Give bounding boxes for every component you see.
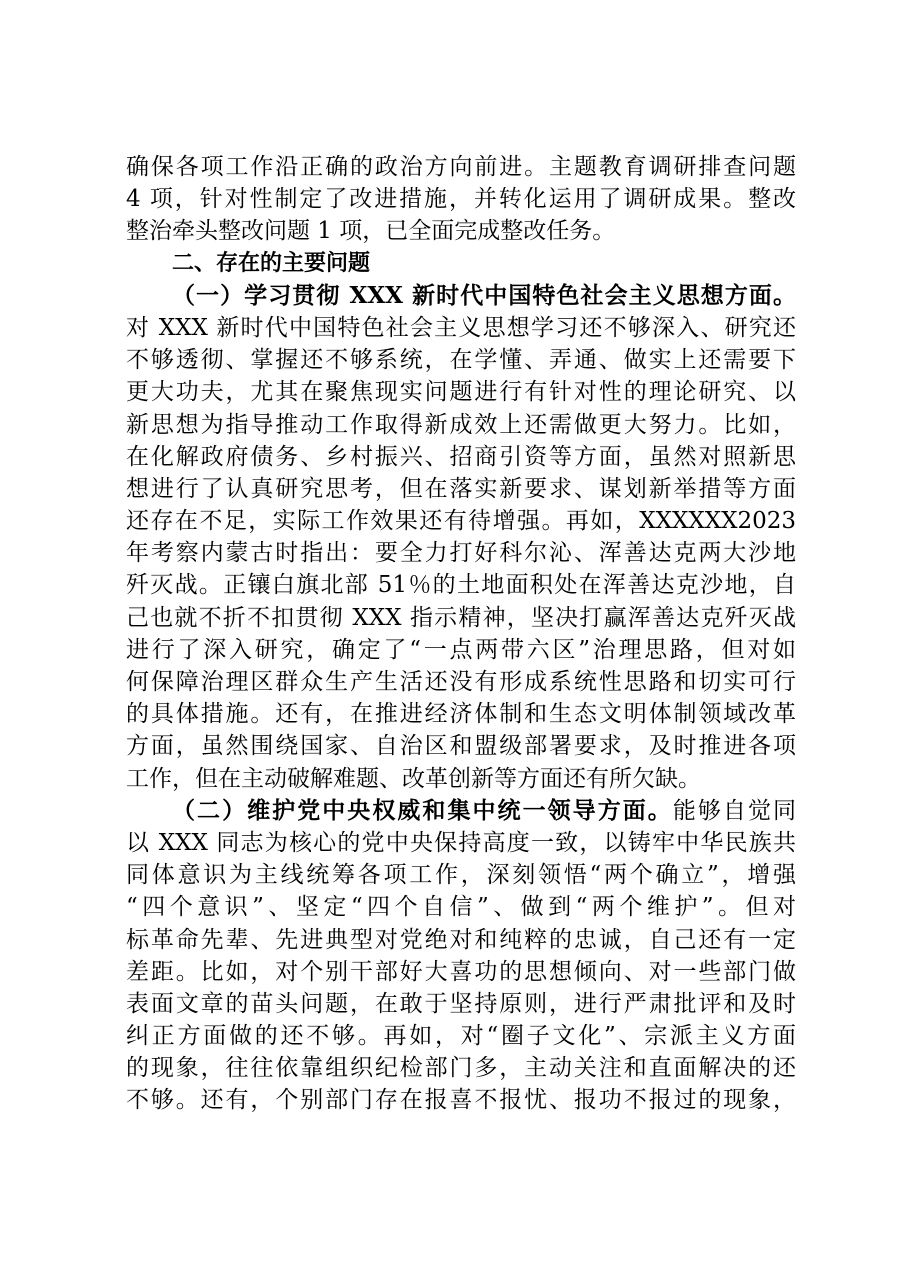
text-line: 新思想为指导推动工作取得新成效上还需做更大努力。比如， [126,411,796,438]
text-line: 想进行了认真研究思考，但在落实新要求、谋划新举措等方面 [126,475,796,502]
text-line: 在化解政府债务、乡村振兴、招商引资等方面，虽然对照新思 [126,443,796,470]
text-line: 以 XXX 同志为核心的党中央保持高度一致，以铸牢中华民族共 [126,829,796,856]
text-line: 年考察内蒙古时指出：要全力打好科尔沁、浑善达克两大沙地 [126,540,796,567]
text-line: 歼灭战。正镶白旗北部 51％的土地面积处在浑善达克沙地，自 [126,572,796,599]
text-line: 己也就不折不扣贯彻 XXX 指示精神，坚决打赢浑善达克歼灭战 [126,604,796,631]
text-line: 对 XXX 新时代中国特色社会主义思想学习还不够深入、研究还 [126,314,796,341]
text-line: 更大功夫，尤其在聚焦现实问题进行有针对性的理论研究、以 [126,379,796,406]
text-line: 确保各项工作沿正确的政治方向前进。主题教育调研排查问题 [126,154,796,180]
text-line: 的具体措施。还有，在推进经济体制和生态文明体制领域改革 [126,701,796,728]
text-line: 纠正方面做的还不够。再如，对“圈子文化”、宗派主义方面 [126,1023,796,1050]
text-line: 整治牵头整改问题 1 项，已全面完成整改任务。 [126,218,616,245]
text-line: 标革命先辈、先进典型对党绝对和纯粹的忠诚，自己还有一定 [126,926,796,953]
text-line: 的现象，往往依靠组织纪检部门多，主动关注和直面解决的还 [126,1055,796,1082]
text-line: 差距。比如，对个别干部好大喜功的思想倾向、对一些部门做 [126,958,796,985]
section-one-title: （一）学习贯彻 XXX 新时代中国特色社会主义思想方面。 [172,281,796,309]
text-line: 方面，虽然围绕国家、自治区和盟级部署要求，及时推进各项 [126,733,796,760]
text-line: 不够。还有，个别部门存在报喜不报忧、报功不报过的现象， [126,1087,796,1114]
paragraph-intro [126,151,796,248]
text-line: 何保障治理区群众生产生活还没有形成系统性思路和切实可行 [126,669,796,695]
text-line: 4 项，针对性制定了改进措施，并转化运用了调研成果。整改 [126,186,796,213]
text-line: “四个意识”、坚定“四个自信”、做到“两个维护”。但对 [126,894,796,921]
paragraph-section-one [126,280,796,795]
document-page [126,151,796,1117]
text-line: 不够透彻、掌握还不够系统，在学懂、弄通、做实上还需要下 [126,347,796,374]
section-two-title-rest: 能够自觉同 [672,797,797,824]
text-line: 工作，但在主动破解难题、改革创新等方面还有所欠缺。 [126,765,701,792]
section-heading: 二、存在的主要问题 [172,250,371,276]
text-line: 同体意识为主线统筹各项工作，深刻领悟“两个确立”，增强 [126,862,796,889]
text-line: 表面文章的苗头问题，在敢于坚持原则，进行严肃批评和及时 [126,990,796,1017]
text-line: 进行了深入研究，确定了“一点两带六区”治理思路，但对如 [126,636,796,663]
text-line: 还存在不足，实际工作效果还有待增强。再如，XXXXXX2023 [126,508,796,535]
section-two-title-line [126,795,796,827]
paragraph-section-two [126,795,796,1117]
section-two-title: （二）维护党中央权威和集中统一领导方面。 [172,796,673,824]
